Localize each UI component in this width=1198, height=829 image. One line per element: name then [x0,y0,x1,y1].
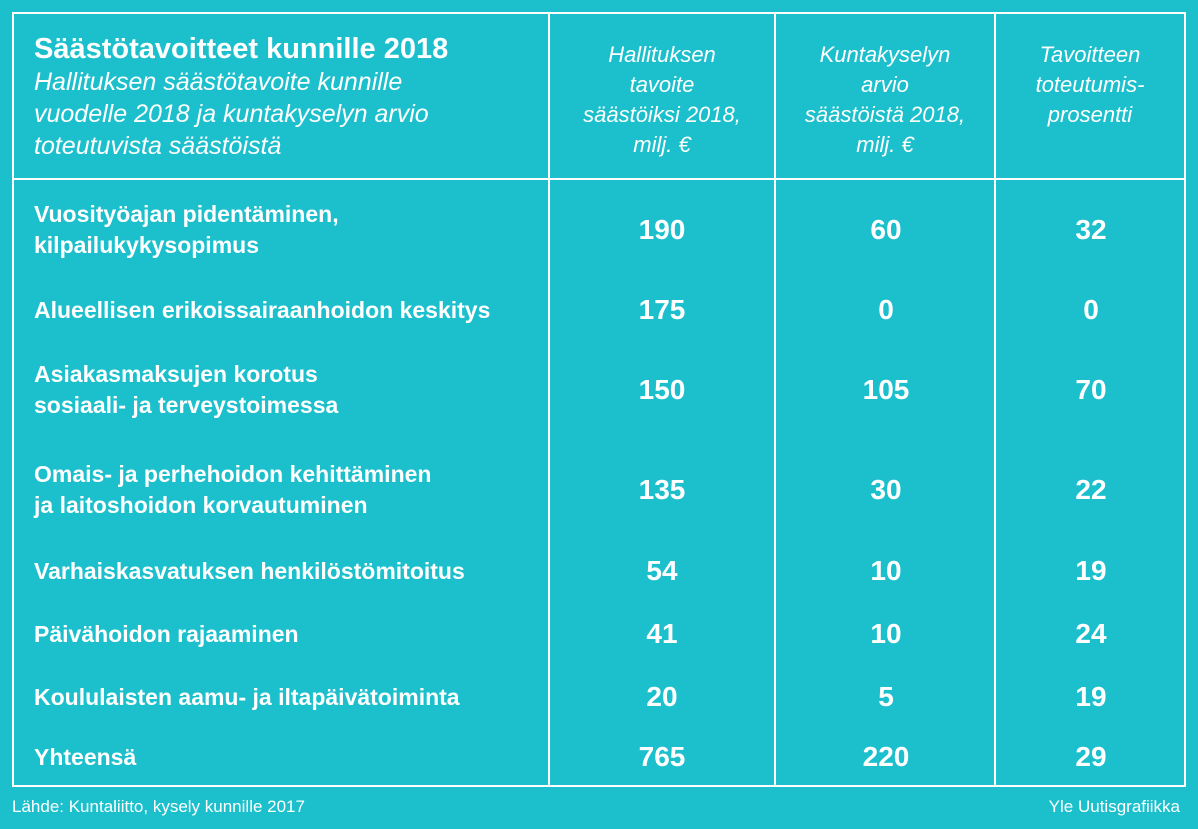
survey-estimate-cell: 220 [862,741,910,772]
survey-estimate-cell: 105 [862,374,910,405]
table-row [14,340,1184,440]
government-target-cell: 54 [646,555,678,586]
table-row [14,602,1184,666]
row-label [14,682,539,713]
table-row [14,180,1184,280]
row-label-line: Asiakasmaksujen korotus [34,361,318,387]
row-label [14,459,539,521]
column-header-line: tavoite [629,72,695,97]
column-header-percent [996,40,1184,130]
column-header-line: milj. € [856,132,914,157]
row-label-line: kilpailukykysopimus [34,232,259,258]
percent-cell: 24 [1075,618,1107,649]
column-header-line: arvio [861,72,909,97]
row-label-line: Koululaisten aamu- ja iltapäivätoiminta [34,683,460,710]
government-target-cell: 150 [638,374,686,405]
column-header-line: Kuntakyselyn [819,42,951,67]
column-header-survey-estimate [776,40,994,160]
survey-estimate-cell: 0 [878,294,894,325]
row-label [14,742,539,773]
row-label-line: sosiaali- ja terveystoimessa [34,392,339,418]
table-row [14,440,1184,540]
chart-title: Säästötavoitteet kunnille 2018 [34,33,449,65]
government-target-cell: 765 [638,741,686,772]
percent-cell: 19 [1075,555,1107,586]
percent-cell: 0 [1083,294,1099,325]
table-row [14,280,1184,340]
government-target-cell: 190 [638,214,686,245]
row-label [14,199,539,261]
table-row [14,728,1184,786]
subtitle-line: toteutuvista säästöistä [34,132,282,160]
row-label [14,619,539,650]
percent-cell: 70 [1075,374,1107,405]
row-label [14,556,539,587]
row-label-line: Päivähoidon rajaaminen [34,620,299,647]
percent-cell: 19 [1075,681,1107,712]
percent-cell: 22 [1075,474,1107,505]
table-header [34,32,539,162]
row-label [14,295,539,326]
column-header-line: säästöiksi 2018, [583,102,741,127]
percent-cell: 29 [1075,741,1107,772]
column-header-line: säästöistä 2018, [804,102,966,127]
table-row [14,666,1184,728]
row-label-line: Varhaiskasvatuksen henkilöstömitoitus [34,557,465,584]
row-label-line: ja laitoshoidon korvautuminen [34,492,368,518]
column-header-line: Tavoitteen [1039,42,1141,67]
government-target-cell: 20 [646,681,678,712]
chart-subtitle [34,66,539,162]
column-header-line: Hallituksen [608,42,716,67]
row-label-line: Vuosityöajan pidentäminen, [34,201,339,227]
subtitle-line: vuodelle 2018 ja kuntakyselyn arvio [34,100,429,128]
source-note: Lähde: Kuntaliitto, kysely kunnille 2017 [12,797,305,816]
survey-estimate-cell: 10 [870,618,902,649]
row-label [14,359,539,421]
row-label-line: Alueellisen erikoissairaanhoidon keskitys [34,296,491,323]
survey-estimate-cell: 30 [870,474,902,505]
credit-note: Yle Uutisgrafiikka [1048,797,1180,816]
subtitle-line: Hallituksen säästötavoite kunnille [34,68,403,96]
table-row [14,540,1184,602]
row-label-line: Yhteensä [34,743,137,770]
column-header-government-target [550,40,774,160]
column-header-line: prosentti [1047,102,1133,127]
government-target-cell: 135 [638,474,686,505]
survey-estimate-cell: 5 [878,681,894,712]
government-target-cell: 41 [646,618,678,649]
percent-cell: 32 [1075,214,1107,245]
survey-estimate-cell: 10 [870,555,902,586]
government-target-cell: 175 [638,294,686,325]
column-header-line: toteutumis- [1035,72,1145,97]
row-label-line: Omais- ja perhehoidon kehittäminen [34,461,432,487]
column-header-line: milj. € [633,132,691,157]
survey-estimate-cell: 60 [870,214,902,245]
